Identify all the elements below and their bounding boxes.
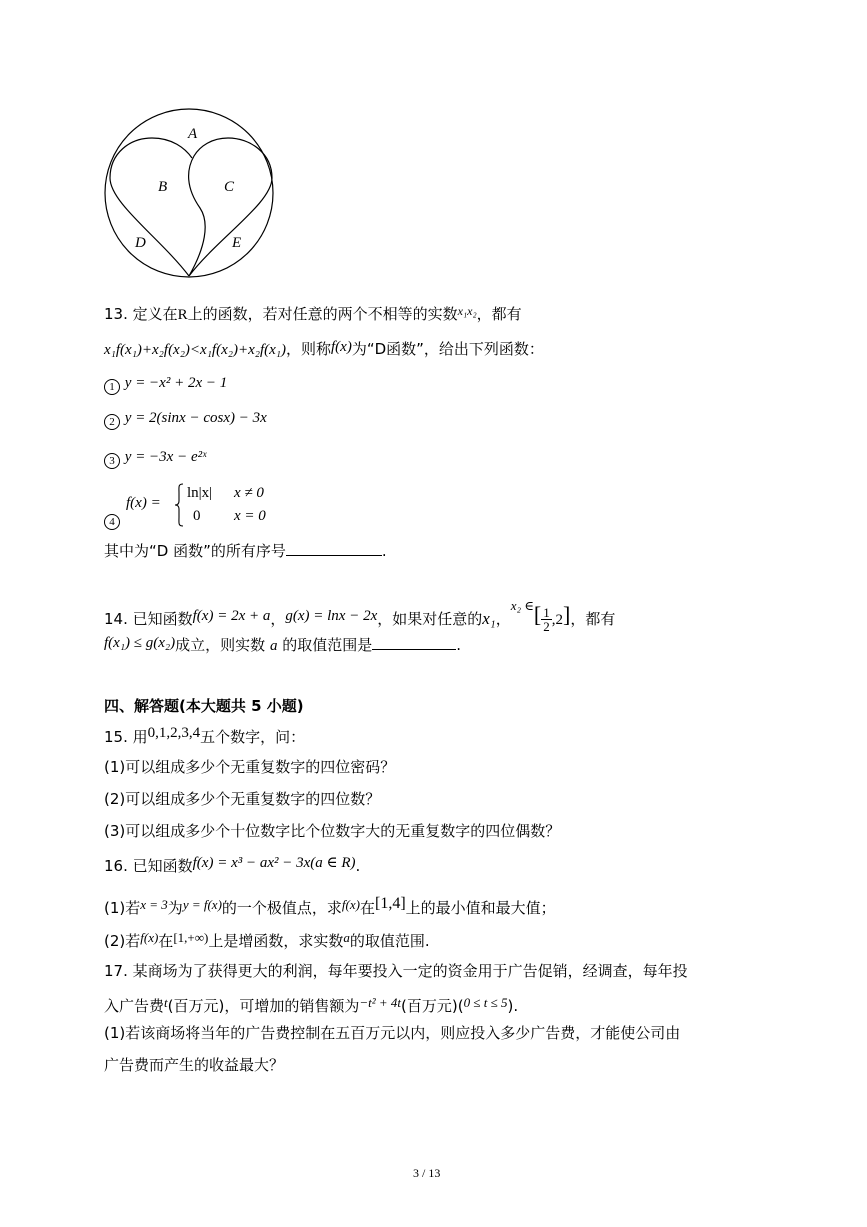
q16-p2-c: 上是增函数，求实数: [208, 932, 344, 950]
q14-stem-d: 成立，则实数: [175, 636, 266, 654]
q16-p1-c: 的一个极值点，求: [221, 899, 342, 917]
section-4-title: 四、解答题(本大题共 5 小题): [104, 697, 304, 715]
q14-stem: 14. 已知函数f(x) = 2x + a，g(x) = lnx − 2x，如果对任意的x₁，x₂ ∈[ $\frac{1}{2}$ ,2]，都有: [104, 598, 616, 634]
q13-stem: [104, 300, 522, 326]
option-1-expr: y = −x² + 2x − 1: [124, 375, 228, 391]
q16-p1-a: (1)若: [104, 899, 141, 917]
q13-stem-b: 上的函数，若对任意的两个不相等的实数: [187, 305, 458, 323]
q15-digits: 0,1,2,3,4: [147, 725, 201, 741]
option-number-2: 2: [104, 414, 120, 430]
option-4-row2-cond: x = 0: [234, 508, 266, 524]
q16-p2-a: (2)若: [104, 932, 141, 950]
q17-expr: −t² + 4t: [359, 995, 402, 1010]
q14-comma2: ，: [495, 610, 511, 628]
q16-x3: x = 3: [140, 897, 168, 912]
q17-line-2: [104, 992, 518, 1017]
q15-part-2: (2)可以组成多少个无重复数字的四位数？: [104, 790, 381, 808]
q16-stem: [104, 852, 360, 877]
option-4-lhs: f(x) =: [126, 495, 161, 511]
label-a: A: [188, 126, 198, 142]
q14-fraction-half: [541, 606, 552, 633]
q16-fx: f(x): [341, 897, 360, 912]
q16-interval2: [1,+∞): [173, 930, 209, 945]
q16-p1-e: 上的最小值和最大值；: [405, 899, 556, 917]
q13-then: ，则称: [285, 340, 331, 358]
q17-line-1: 17. 某商场为了获得更大的利润，每年要投入一定的资金用于广告促销，经调查，每年投: [104, 962, 688, 980]
q13-x1x2: x₁x₂: [457, 304, 477, 318]
fraction-denominator: 2: [543, 619, 550, 634]
q16-end: .: [355, 857, 361, 875]
q14-stem-b: ，如果对任意的: [377, 610, 483, 628]
q15-stem-a: 15. 用: [104, 728, 148, 746]
option-number-4: 4: [104, 514, 120, 530]
q17-line2-b: (百万元)，可增加的销售额为: [167, 997, 360, 1015]
q15-part-3: (3)可以组成多少个十位数字比个位数字大的无重复数字的四位偶数？: [104, 822, 561, 840]
q13-option-2: [104, 407, 267, 432]
q16-p1-d: 在: [359, 899, 375, 917]
q14-comma1: ，: [270, 610, 286, 628]
real-set-symbol: R: [177, 307, 188, 323]
option-number-1: 1: [104, 379, 120, 395]
option-4-row2-expr: 0: [193, 508, 201, 524]
q13-definition: [104, 336, 544, 361]
q17-line2-d: ).: [507, 997, 519, 1015]
piecewise-brace: [174, 483, 184, 527]
q14-x2-end: ,2: [551, 612, 563, 628]
option-3-expr: y = −3x − e²ˣ: [124, 449, 207, 465]
q13-option-1: [104, 372, 227, 397]
q16-part-1: [104, 893, 556, 919]
q16-a: a: [343, 930, 350, 945]
q14-f: f(x) = 2x + a: [192, 608, 271, 624]
q14-cond: f(x₁) ≤ g(x₂): [104, 635, 176, 651]
heart-left-lobe: [110, 138, 192, 276]
q13-answer-blank[interactable]: [286, 540, 382, 556]
label-e: E: [232, 235, 242, 251]
q17-line2-a: 入广告费: [104, 997, 165, 1015]
q13-question: [104, 540, 387, 562]
q16-stem-a: 16. 已知函数: [104, 857, 193, 875]
q13-stem-c: ，都有: [476, 305, 522, 323]
q13-stem-a: 13. 定义在: [104, 305, 178, 323]
q14-x1: x₁: [482, 609, 496, 628]
q13-end: .: [381, 542, 387, 560]
q16-fx2: f(x): [140, 930, 159, 945]
q15-stem: [104, 722, 305, 748]
page-number: 3 / 13: [413, 1166, 441, 1180]
q13-option-3: [104, 446, 206, 471]
fraction-numerator: 1: [543, 605, 550, 620]
option-number-3: 3: [104, 453, 120, 469]
q16-p2-b: 在: [158, 932, 174, 950]
venn-heart-figure: [100, 108, 282, 280]
option-4-row1-cond: x ≠ 0: [234, 485, 264, 501]
q16-part-2: [104, 927, 430, 952]
q14-end: .: [456, 636, 462, 654]
q14-g: g(x) = lnx − 2x: [285, 608, 378, 624]
option-4-row1-expr: ln|x|: [187, 485, 213, 501]
label-b: B: [158, 179, 168, 195]
label-c: C: [224, 179, 235, 195]
q14-a: a: [269, 638, 278, 654]
q17-part-1-line-1: (1)若该商场将当年的广告费控制在五百万元以内，则应投入多少广告费，才能使公司由: [104, 1024, 681, 1042]
q14-stem-a: 14. 已知函数: [104, 610, 193, 628]
q17-t: t: [164, 995, 168, 1010]
q13-d-name: 为“D函数”，给出下列函数：: [351, 340, 544, 358]
q13-inequality: x₁f(x₁)+x₂f(x₂)<x₁f(x₂)+x₂f(x₁): [104, 342, 286, 358]
q16-f: f(x) = x³ − ax² − 3x(a ∈ R): [192, 855, 356, 871]
q13-question-text: 其中为“D 函数”的所有序号: [104, 542, 286, 560]
q17-line2-c: (百万元)(: [401, 997, 464, 1015]
q17-range: 0 ≤ t ≤ 5: [463, 995, 508, 1010]
q14-answer-blank[interactable]: [372, 634, 456, 650]
q15-part-1: (1)可以组成多少个无重复数字的四位密码？: [104, 758, 396, 776]
q15-stem-b: 五个数字，问：: [200, 728, 306, 746]
label-d: D: [135, 235, 146, 251]
q16-p2-d: 的取值范围.: [349, 932, 430, 950]
q14-stem-e: 的取值范围是: [282, 636, 373, 654]
q16-yfx: y = f(x): [182, 897, 222, 912]
q14-stem-c: ，都有: [570, 610, 616, 628]
heart-right-lobe: [189, 138, 272, 276]
q16-interval: [1,4]: [374, 895, 406, 912]
q14-x2-label: x₂ ∈: [510, 598, 534, 613]
option-2-expr: y = 2(sinx − cosx) − 3x: [124, 410, 267, 426]
q14-condition: [104, 632, 461, 657]
q13-fx: f(x): [331, 339, 352, 355]
q16-p1-b: 为: [167, 899, 183, 917]
q17-part-1-line-2: 广告费而产生的收益最大？: [104, 1056, 285, 1074]
